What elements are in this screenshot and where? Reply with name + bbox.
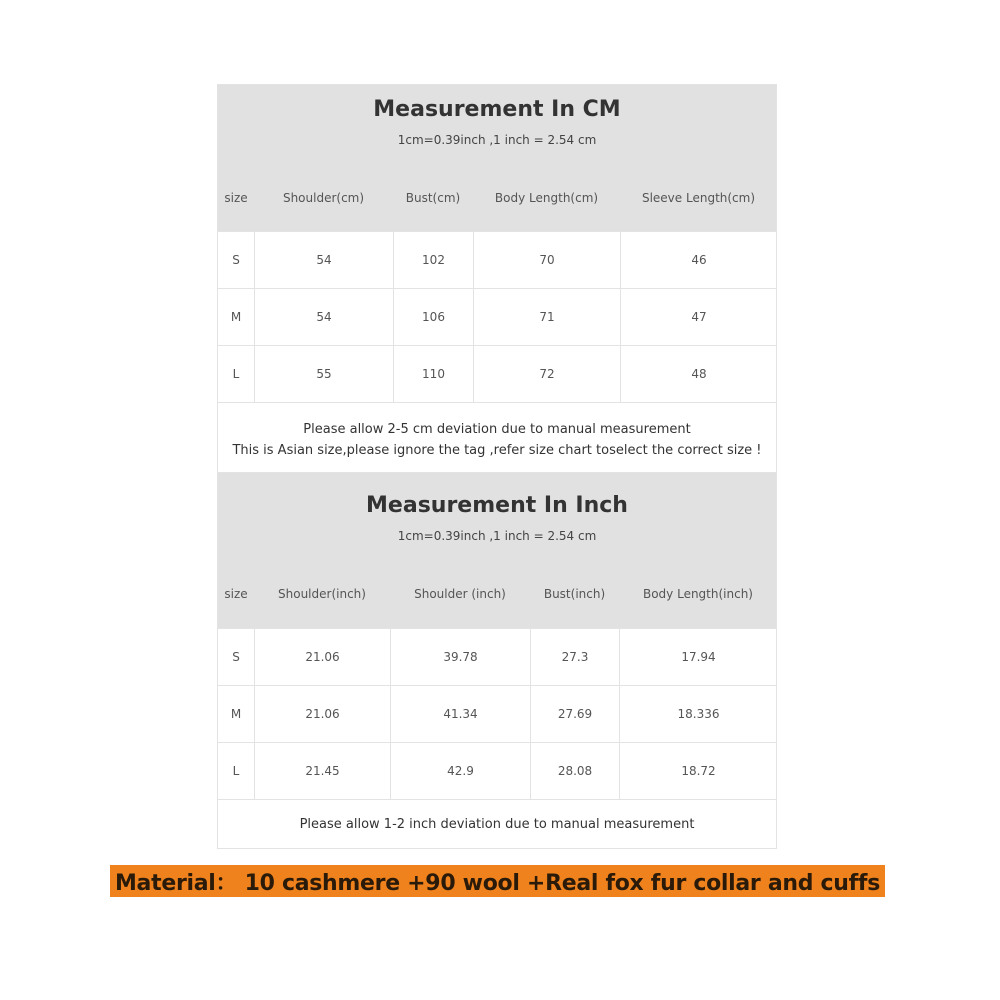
- table-cell: 102: [393, 232, 473, 288]
- table-cell: 54: [254, 232, 393, 288]
- table-row: [218, 685, 776, 742]
- table-cell: S: [232, 253, 240, 267]
- table-row: [218, 345, 776, 402]
- table-cell: 42.9: [390, 743, 530, 799]
- chart-subtitle: 1cm=0.39inch ,1 inch = 2.54 cm: [397, 529, 597, 543]
- table-cell: 55: [254, 346, 393, 402]
- chart-title: Measurement In CM: [373, 97, 621, 122]
- note-line: Please allow 1-2 inch deviation due to manual measurement: [299, 817, 695, 832]
- table-cell: 72: [473, 346, 620, 402]
- table-row: [218, 742, 776, 799]
- table-row: [218, 288, 776, 345]
- table-cell: 46: [620, 232, 777, 288]
- column-header: Shoulder(cm): [282, 191, 365, 205]
- chart-subtitle: 1cm=0.39inch ,1 inch = 2.54 cm: [397, 133, 597, 147]
- column-header: Body Length(cm): [494, 191, 599, 205]
- size-chart-inch-header: [218, 473, 776, 628]
- table-row: [218, 628, 776, 685]
- deviation-note: [218, 799, 776, 848]
- column-header: size: [224, 191, 248, 205]
- note-line: This is Asian size,please ignore the tag ,refer size chart toselect the correct size !: [232, 443, 762, 458]
- table-cell: 28.08: [530, 743, 619, 799]
- table-cell: 70: [473, 232, 620, 288]
- table-cell: 48: [620, 346, 777, 402]
- table-cell: 27.3: [530, 629, 619, 685]
- column-header: Shoulder (inch): [414, 587, 506, 601]
- size-chart-cm: [217, 84, 777, 473]
- column-header: size: [224, 587, 248, 601]
- table-cell: 27.69: [530, 686, 619, 742]
- column-header: Sleeve Length(cm): [641, 191, 756, 205]
- table-cell: 39.78: [390, 629, 530, 685]
- table-cell: M: [230, 310, 242, 324]
- column-header: Body Length(inch): [642, 587, 753, 601]
- table-cell: 110: [393, 346, 473, 402]
- table-cell: 21.06: [254, 686, 390, 742]
- table-cell: 18.72: [619, 743, 777, 799]
- table-cell: 41.34: [390, 686, 530, 742]
- material-text: Material： 10 cashmere +90 wool +Real fox fur collar and cuffs: [114, 870, 881, 896]
- table-cell: S: [232, 650, 240, 664]
- table-cell: M: [230, 707, 242, 721]
- table-cell: L: [232, 367, 240, 381]
- note-line: Please allow 2-5 cm deviation due to manual measurement: [303, 422, 691, 437]
- table-cell: 17.94: [619, 629, 777, 685]
- table-cell: 106: [393, 289, 473, 345]
- column-header: Bust(cm): [405, 191, 461, 205]
- column-header: Bust(inch): [543, 587, 606, 601]
- chart-title: Measurement In Inch: [366, 493, 628, 518]
- size-chart-cm-header: [218, 85, 776, 231]
- table-row: [218, 231, 776, 288]
- table-cell: 21.06: [254, 629, 390, 685]
- table-cell: 71: [473, 289, 620, 345]
- material-banner: [110, 865, 885, 897]
- table-cell: 47: [620, 289, 777, 345]
- table-cell: L: [232, 764, 240, 778]
- table-cell: 54: [254, 289, 393, 345]
- deviation-note: [218, 402, 776, 472]
- size-chart-inch: [217, 472, 777, 849]
- column-header: Shoulder(inch): [278, 587, 366, 601]
- table-cell: 18.336: [619, 686, 777, 742]
- table-cell: 21.45: [254, 743, 390, 799]
